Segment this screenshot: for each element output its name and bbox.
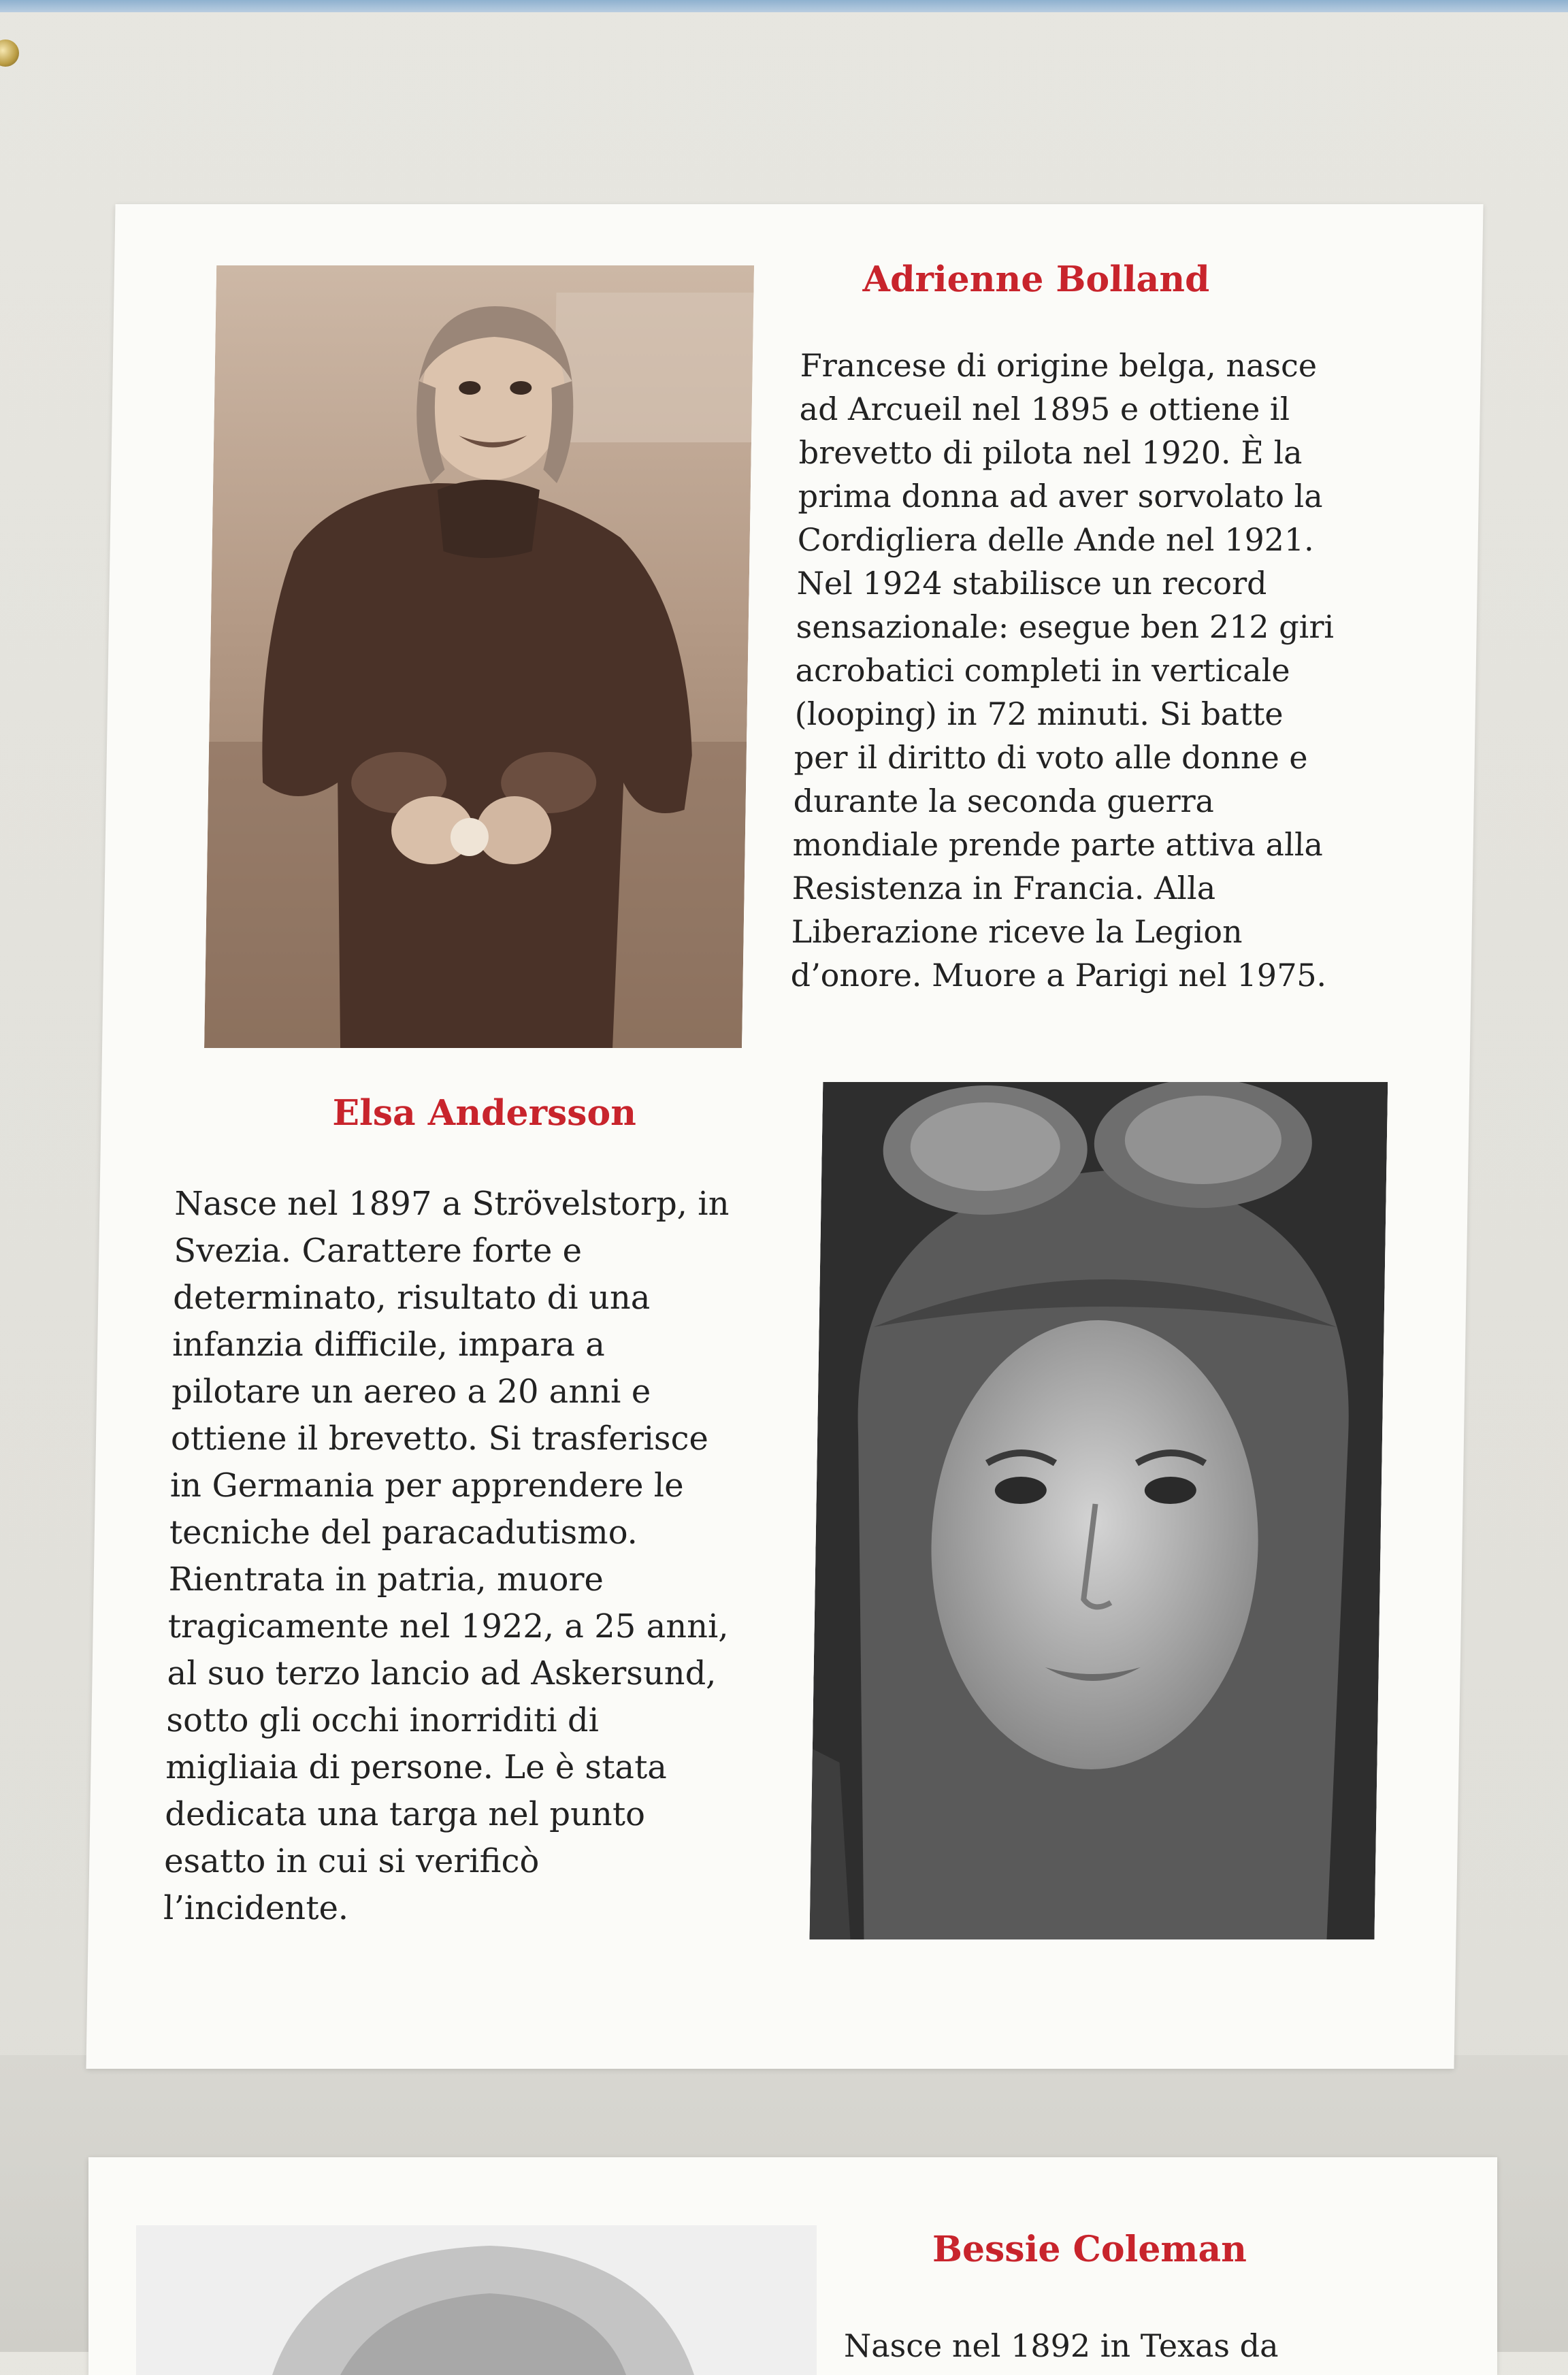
sepia-portrait-image bbox=[204, 265, 754, 1048]
bio-line: determinato, risultato di una bbox=[172, 1279, 651, 1317]
bio-line: sensazionale: esegue ben 212 giri bbox=[796, 608, 1335, 645]
bio-line: infanzia difficile, impara a bbox=[172, 1326, 606, 1364]
photo-elsa-andersson bbox=[809, 1082, 1388, 1939]
bio-line: l’incidente. bbox=[163, 1889, 349, 1927]
bw-portrait-image bbox=[809, 1082, 1388, 1939]
wall-top-strip bbox=[0, 0, 1568, 12]
bio-line: ad Arcueil nel 1895 e ottiene il bbox=[799, 391, 1290, 427]
bio-line: per il diritto di voto alle donne e bbox=[794, 739, 1309, 776]
bio-line: durante la seconda guerra bbox=[793, 783, 1215, 819]
bio-line: al suo terzo lancio ad Askersund, bbox=[167, 1654, 717, 1692]
bio-line: esatto in cui si verificò bbox=[163, 1842, 540, 1880]
bio-line: sotto gli occhi inorriditi di bbox=[166, 1701, 600, 1739]
bio-line: tecniche del paracadutismo. bbox=[169, 1513, 638, 1552]
bio-elsa-andersson bbox=[163, 1181, 787, 1932]
bio-line: Rientrata in patria, muore bbox=[168, 1560, 604, 1599]
bio-line: in Germania per apprendere le bbox=[169, 1467, 685, 1505]
bio-line: Francese di origine belga, nasce bbox=[800, 347, 1318, 384]
bio-line: prima donna ad aver sorvolato la bbox=[798, 478, 1324, 514]
name-bessie-coleman: Bessie Coleman bbox=[932, 2229, 1247, 2270]
name-adrienne-bolland: Adrienne Bolland bbox=[862, 259, 1211, 300]
photo-bessie-coleman bbox=[136, 2225, 817, 2375]
bio-line: ottiene il brevetto. Si trasferisce bbox=[170, 1420, 709, 1458]
info-card-main bbox=[86, 204, 1483, 2069]
bio-line: (looping) in 72 minuti. Si batte bbox=[794, 695, 1284, 732]
bio-line: Cordigliera delle Ande nel 1921. bbox=[797, 521, 1315, 558]
bio-line: brevetto di pilota nel 1920. È la bbox=[798, 434, 1303, 471]
bio-line: Nasce nel 1892 in Texas da bbox=[844, 2327, 1279, 2364]
bio-line: Nasce nel 1897 a Strövelstorp, in bbox=[174, 1185, 730, 1223]
bio-line: d’onore. Muore a Parigi nel 1975. bbox=[790, 957, 1327, 994]
photo-adrienne-bolland bbox=[204, 265, 754, 1048]
bio-line: mondiale prende parte attiva alla bbox=[792, 826, 1324, 863]
grey-portrait-image bbox=[136, 2225, 817, 2375]
bio-line: pilotare un aereo a 20 anni e bbox=[171, 1373, 651, 1411]
bio-line: migliaia di persone. Le è stata bbox=[165, 1748, 668, 1786]
bio-line: acrobatici completi in verticale bbox=[795, 652, 1290, 689]
bio-adrienne-bolland bbox=[790, 344, 1413, 997]
bio-line: Liberazione riceve la Legion bbox=[791, 913, 1243, 950]
bio-line: Resistenza in Francia. Alla bbox=[791, 870, 1216, 906]
name-elsa-andersson: Elsa Andersson bbox=[332, 1092, 637, 1134]
info-card-bottom bbox=[88, 2157, 1497, 2375]
bio-line: Svezia. Carattere forte e bbox=[173, 1232, 583, 1270]
push-pin bbox=[0, 39, 19, 67]
bio-bessie-coleman bbox=[844, 2324, 1456, 2368]
bio-line: Nel 1924 stabilisce un record bbox=[796, 565, 1267, 602]
bio-line: dedicata una targa nel punto bbox=[164, 1795, 646, 1833]
bio-line: tragicamente nel 1922, a 25 anni, bbox=[167, 1607, 730, 1645]
